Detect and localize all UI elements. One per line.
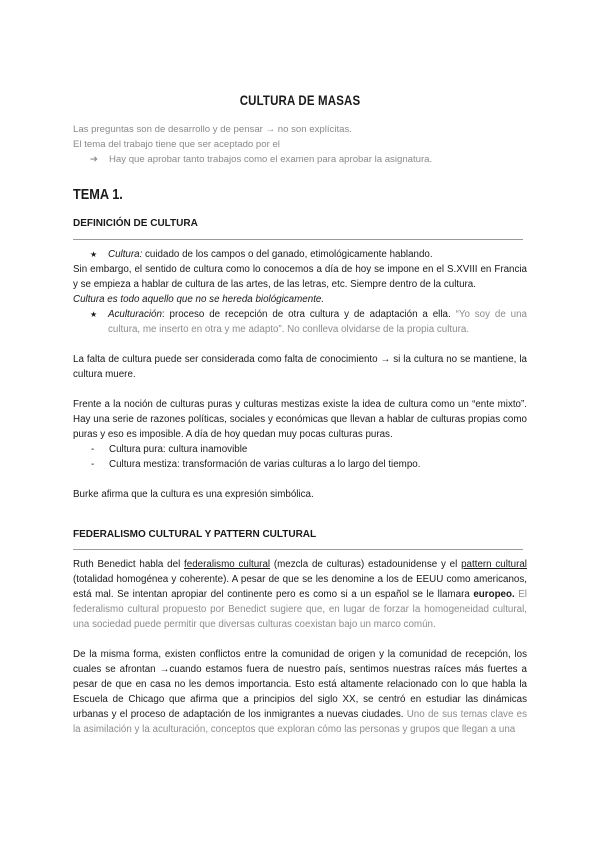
grey-note: “Yo soy de una cultura, me inserto en otra y me adapto”. No conlleva olvidarse de la propia cultura. [108,309,527,335]
document-title: CULTURA DE MASAS [239,92,361,108]
underlined-term: federalismo cultural [184,559,271,570]
dash-text: Cultura mestiza: transformación de varias culturas a lo largo del tiempo. [109,459,421,470]
paragraph [73,557,527,632]
text-run: Ruth Benedict habla del [73,559,185,570]
bullet-item [73,247,527,262]
dash-bullet-icon: - [91,444,95,455]
bold-term: europeo. [473,589,515,600]
dash-item [73,442,527,457]
text-run: (mezcla de culturas) estadounidense y el [270,559,462,570]
paragraph: La falta de cultura puede ser considerada como falta de conocimiento → si la cultura no se mantiene, la cultura muere. [73,354,527,380]
paragraph: Sin embargo, el sentido de cultura como lo conocemos a día de hoy se impone en el S.XVIII en Francia y se empieza a hablar de cultura de las artes, de las letras, etc. Siempre dentro de la cultura. [73,264,527,290]
section-1-body [73,247,527,502]
paragraph: Burke afirma que la cultura es una expresión simbólica. [73,489,314,500]
term: Cultura: [108,249,143,260]
heading-rule [73,239,523,240]
intro-line: El tema del trabajo tiene que ser aceptado por el [73,139,280,150]
paragraph [73,647,527,737]
section-title: TEMA 1. [73,186,123,203]
subsection-heading: DEFINICIÓN DE CULTURA [73,218,198,229]
section-2-body [73,557,527,737]
italic-statement: Cultura es todo aquello que no se hereda biológicamente. [73,294,325,305]
text-run: De la misma forma, existen conflictos entre la comunidad de origen y la comunidad de recepción, los cuales se afrontan →cuando estamos fuera de nuestro país, sentimos nuestras raíces más fuertes a pesar de que en casa no les demos importancia. Esto está altamente relacionado con lo que habla la Escuela de Chicago que afirma que a principios del siglo XX, se centró en estudiar las dinámicas urbanas y el proceso de adaptación de los inmigrantes a nuevas ciudades. [73,649,527,720]
definition: : proceso de recepción de otra cultura y de adaptación a ella. [161,309,451,320]
arrow-bullet-icon: ➔ [90,154,99,165]
grey-note: El federalismo cultural propuesto por Benedict sugiere que, en lugar de forzar la homogeneidad cultural, una sociedad puede permitir que diversas culturas coexistan bajo un marco común. [73,589,527,630]
dash-text: Cultura pura: cultura inamovible [109,444,248,455]
grey-note: Uno de sus temas clave es la asimilación y la aculturación, conceptos que exploran cómo las personas y grupos que llegan a una [73,709,528,735]
bullet-item [73,307,527,337]
intro-arrow-text: Hay que aprobar tanto trabajos como el examen para aprobar la asignatura. [109,154,433,165]
term: Aculturación [108,309,162,320]
intro-notes [73,122,432,167]
heading-rule [73,549,523,550]
definition: cuidado de los campos o del ganado, etimológicamente hablando. [142,249,433,260]
subsection-heading: FEDERALISMO CULTURAL Y PATTERN CULTURAL [73,529,317,540]
paragraph: Frente a la noción de culturas puras y culturas mestizas existe la idea de cultura como un “ente mixto”. Hay una serie de razones políticas, sociales y económicas que llevan a hablar de culturas propias como puras y eso es imposible. A día de hoy quedan muy pocas culturas puras. [73,399,527,440]
star-bullet-icon: ★ [90,310,98,319]
dash-bullet-icon: - [91,459,95,470]
text-run: (totalidad homogénea y coherente). A pesar de que se les denomine a los de EEUU como americanos, está mal. Se intentan apropiar del continente pero es como si a un español se le llamara [73,574,527,600]
intro-line: Las preguntas son de desarrollo y de pensar → no son explícitas. [73,124,352,135]
star-bullet-icon: ★ [90,250,98,259]
underlined-term: pattern cultural [461,559,527,570]
dash-item [73,457,527,472]
intro-arrow-line [73,152,432,167]
